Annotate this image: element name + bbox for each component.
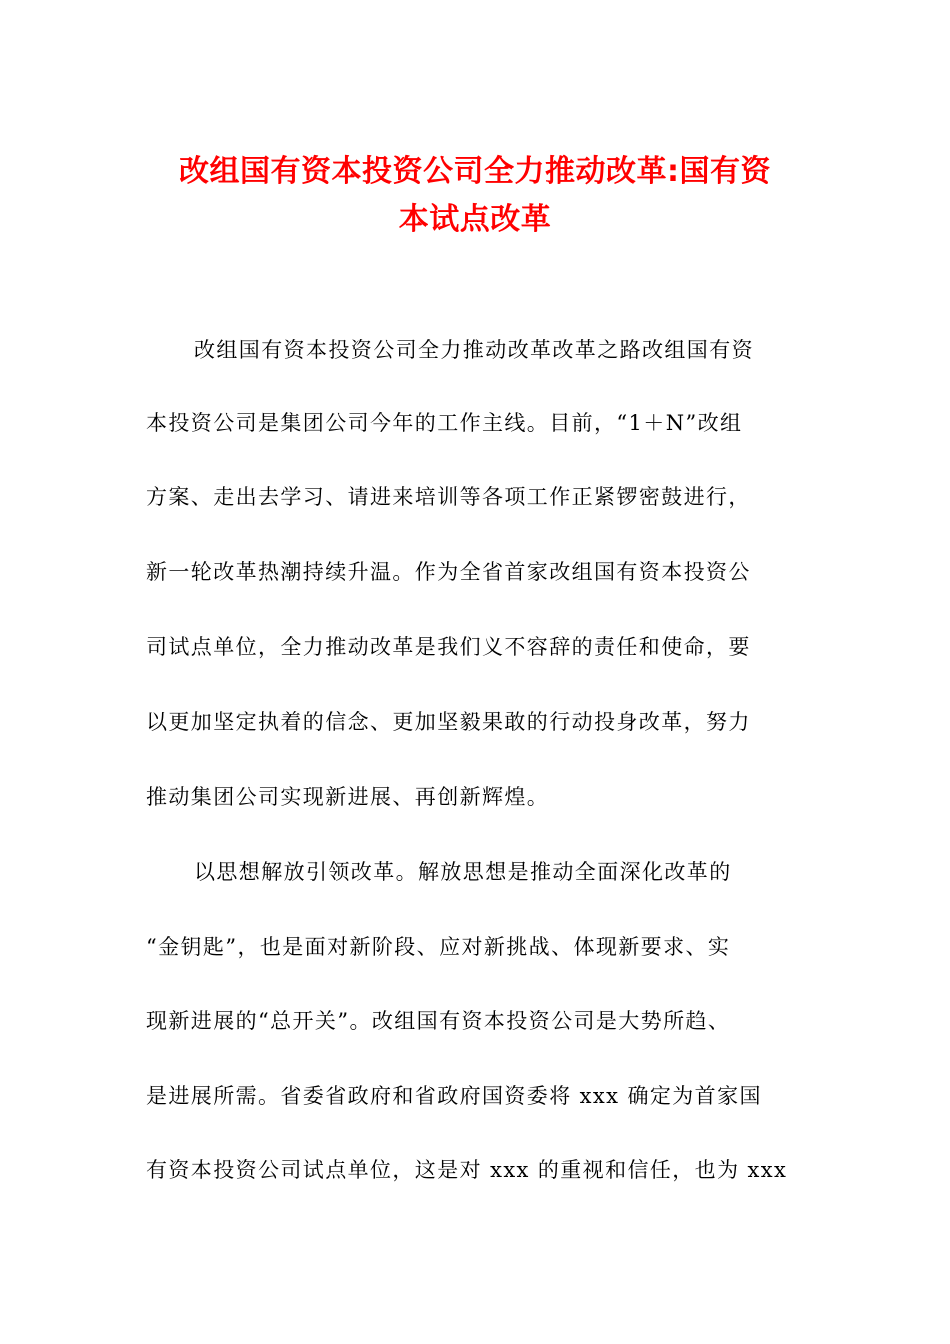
document-title-line-1: 改组国有资本投资公司全力推动改革:国有资 [179,154,771,189]
paragraph-1-line-6: 以更加坚定执着的信念、更加坚毅果敢的行动投身改革，努力 [146,710,751,734]
paragraph-1-line-4: 新一轮改革热潮持续升温。作为全省首家改组国有资本投资公 [146,560,751,584]
document-title-line-2: 本试点改革 [398,202,552,237]
paragraph-2-line-4: 是进展所需。省委省政府和省政府国资委将 xxx 确定为首家国 [146,1084,762,1108]
paragraph-1-line-3: 方案、走出去学习、请进来培训等各项工作正紧锣密鼓进行， [146,485,751,509]
paragraph-1-line-5: 司试点单位，全力推动改革是我们义不容辞的责任和使命，要 [146,635,751,659]
paragraph-1-line-1: 改组国有资本投资公司全力推动改革改革之路改组国有资 [194,338,754,362]
paragraph-1-line-7: 推动集团公司实现新进展、再创新辉煌。 [146,785,550,809]
paragraph-2-line-3: 现新进展的“总开关”。改组国有资本投资公司是大势所趋、 [146,1009,731,1033]
paragraph-2-line-2: “金钥匙”，也是面对新阶段、应对新挑战、体现新要求、实 [146,935,731,959]
paragraph-2-line-5: 有资本投资公司试点单位，这是对 xxx 的重视和信任，也为 xxx [146,1158,788,1182]
paragraph-1-line-2: 本投资公司是集团公司今年的工作主线。目前，“1＋N”改组 [146,411,743,435]
paragraph-2-line-1: 以思想解放引领改革。解放思想是推动全面深化改革的 [194,860,732,884]
